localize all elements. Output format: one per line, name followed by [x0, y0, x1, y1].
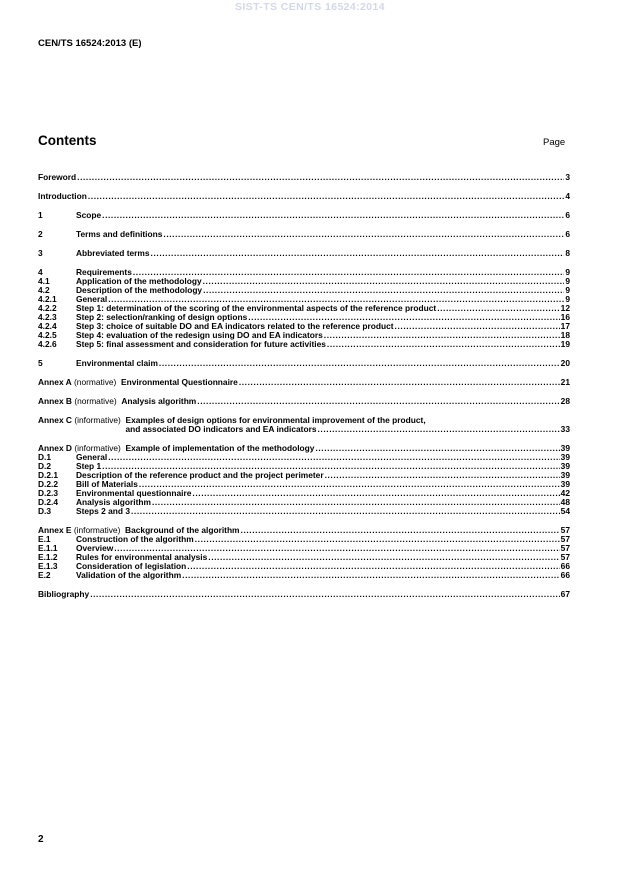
toc-title: Environmental claim — [76, 358, 158, 368]
toc-title: Analysis algorithm — [121, 396, 197, 406]
document-header: CEN/TS 16524:2013 (E) — [38, 38, 142, 49]
toc-page: 54 — [560, 506, 570, 516]
toc-entry-4-2[interactable] — [38, 286, 570, 295]
annex-label: Annex C — [38, 415, 72, 425]
toc-entry-annex-c-continued[interactable] — [38, 425, 570, 434]
toc-page: 39 — [560, 443, 570, 453]
toc-entry-e-2[interactable] — [38, 571, 570, 580]
toc-number: D.1 — [38, 452, 52, 462]
annex-type: (informative) — [74, 443, 121, 453]
toc-title: Examples of design options for environmental improvement of the product, — [125, 415, 426, 425]
toc-entry-scope[interactable] — [38, 211, 570, 220]
toc-title: General — [76, 452, 108, 462]
toc-entry-d-1[interactable] — [38, 453, 570, 462]
toc-title: Background of the algorithm — [125, 525, 240, 535]
toc-page: 57 — [560, 543, 570, 553]
watermark: SIST-TS CEN/TS 16524:2014 — [234, 1, 386, 13]
toc-number: 1 — [38, 210, 43, 220]
toc-page: 42 — [560, 488, 570, 498]
toc-number: E.1.1 — [38, 543, 58, 553]
toc-title: Environmental Questionnaire — [121, 377, 238, 387]
toc-page: 17 — [560, 321, 570, 331]
toc-entry-e-1[interactable] — [38, 535, 570, 544]
toc-title: Foreword — [38, 172, 77, 182]
toc-title: Step 3: choice of suitable DO and EA indicators related to the reference product — [76, 321, 394, 331]
toc-title: Steps 2 and 3 — [76, 506, 130, 516]
annex-label: Annex B — [38, 396, 72, 406]
toc-title: Analysis algorithm — [76, 497, 151, 507]
toc-title: Bibliography — [38, 589, 90, 599]
toc-entry-d-3[interactable] — [38, 507, 570, 516]
toc-entry-4-2-6[interactable] — [38, 340, 570, 349]
annex-label: Annex E — [38, 525, 72, 535]
toc-number: E.1.2 — [38, 552, 58, 562]
toc-entry-terms[interactable] — [38, 230, 570, 239]
toc-number: 4 — [38, 267, 43, 277]
annex-label: Annex A — [38, 377, 72, 387]
annex-type: (informative) — [73, 525, 121, 535]
toc-entry-annex-d[interactable] — [38, 444, 570, 453]
toc-title: Abbreviated terms — [76, 248, 150, 258]
toc-entry-bibliography[interactable] — [38, 590, 570, 599]
toc-title: Description of the methodology — [76, 285, 203, 295]
toc-title: Introduction — [38, 191, 87, 201]
toc-title: Rules for environmental analysis — [76, 552, 208, 562]
toc-number: 4.2.6 — [38, 339, 57, 349]
toc-number: 4.2.2 — [38, 303, 57, 313]
toc-page: 48 — [560, 497, 570, 507]
toc-page: 9 — [565, 267, 570, 277]
toc-number: D.3 — [38, 506, 52, 516]
toc-page: 9 — [565, 294, 570, 304]
toc-page: 39 — [560, 452, 570, 462]
toc-number: 4.2.5 — [38, 330, 57, 340]
toc-entry-abbreviated-terms[interactable] — [38, 249, 570, 258]
toc-title: Bill of Materials — [76, 479, 138, 489]
toc-title: Terms and definitions — [76, 229, 163, 239]
toc-page: 57 — [560, 525, 570, 535]
toc-title: Consideration of legislation — [76, 561, 187, 571]
toc-title: General — [76, 294, 108, 304]
toc-title: Overview — [76, 543, 114, 553]
toc-number: E.2 — [38, 570, 51, 580]
toc-page: 39 — [560, 470, 570, 480]
annex-label: Annex D — [38, 443, 72, 453]
toc-page: 57 — [560, 534, 570, 544]
toc-number: 4.2.1 — [38, 294, 57, 304]
toc-entry-annex-b[interactable] — [38, 397, 570, 406]
toc-page: 3 — [565, 172, 570, 182]
toc-page: 20 — [560, 358, 570, 368]
toc-page: 28 — [560, 396, 570, 406]
toc-page: 18 — [560, 330, 570, 340]
toc-page: 66 — [560, 570, 570, 580]
toc-page: 39 — [560, 479, 570, 489]
toc-title: Step 2: selection/ranking of design options — [76, 312, 248, 322]
toc-page: 9 — [565, 276, 570, 286]
toc-page: 57 — [560, 552, 570, 562]
annex-type: (normative) — [74, 377, 117, 387]
toc-entry-foreword[interactable] — [38, 173, 570, 182]
toc-page: 33 — [560, 424, 570, 434]
toc-number: 3 — [38, 248, 43, 258]
toc-page: 16 — [560, 312, 570, 322]
toc-page: 19 — [560, 339, 570, 349]
toc-title: Step 1: determination of the scoring of the environmental aspects of the reference product — [76, 303, 437, 313]
page-number: 2 — [38, 834, 44, 845]
toc-page: 6 — [565, 229, 570, 239]
toc-title: Environmental questionnaire — [76, 488, 192, 498]
toc-title: Step 1 — [76, 461, 102, 471]
toc-number: 2 — [38, 229, 43, 239]
page-column-label: Page — [543, 137, 566, 148]
table-of-contents — [38, 173, 570, 599]
toc-entry-introduction[interactable] — [38, 192, 570, 201]
toc-title: Validation of the algorithm — [76, 570, 182, 580]
toc-number: D.2.1 — [38, 470, 59, 480]
toc-number: 5 — [38, 358, 43, 368]
contents-title: Contents — [38, 133, 97, 148]
toc-number: D.2.3 — [38, 488, 59, 498]
toc-entry-environmental-claim[interactable] — [38, 359, 570, 368]
toc-number: D.2.4 — [38, 497, 59, 507]
toc-page: 9 — [565, 285, 570, 295]
toc-title: Description of the reference product and the project perimeter — [76, 470, 324, 480]
toc-number: 4.2.3 — [38, 312, 57, 322]
toc-number: D.2.2 — [38, 479, 59, 489]
toc-title: Step 4: evaluation of the redesign using DO and EA indicators — [76, 330, 323, 340]
toc-page: 66 — [560, 561, 570, 571]
toc-title: Scope — [76, 210, 102, 220]
toc-number: D.2 — [38, 461, 52, 471]
toc-number: 4.1 — [38, 276, 50, 286]
toc-page: 39 — [560, 461, 570, 471]
toc-title: Application of the methodology — [76, 276, 202, 286]
toc-title: Step 5: final assessment and consideration for future activities — [76, 339, 326, 349]
toc-page: 6 — [565, 210, 570, 220]
toc-page: 4 — [565, 191, 570, 201]
toc-title: Example of implementation of the methodology — [125, 443, 315, 453]
toc-number: E.1 — [38, 534, 51, 544]
toc-number: 4.2.4 — [38, 321, 57, 331]
toc-page: 67 — [560, 589, 570, 599]
toc-page: 12 — [560, 303, 570, 313]
toc-title: Construction of the algorithm — [76, 534, 194, 544]
toc-number: E.1.3 — [38, 561, 58, 571]
toc-title: Requirements — [76, 267, 132, 277]
toc-page: 21 — [560, 377, 570, 387]
annex-type: (informative) — [74, 415, 121, 425]
toc-title: and associated DO indicators and EA indicators — [125, 424, 317, 434]
toc-number: 4.2 — [38, 285, 50, 295]
toc-page: 8 — [565, 248, 570, 258]
toc-entry-annex-a[interactable] — [38, 378, 570, 387]
annex-type: (normative) — [74, 396, 117, 406]
